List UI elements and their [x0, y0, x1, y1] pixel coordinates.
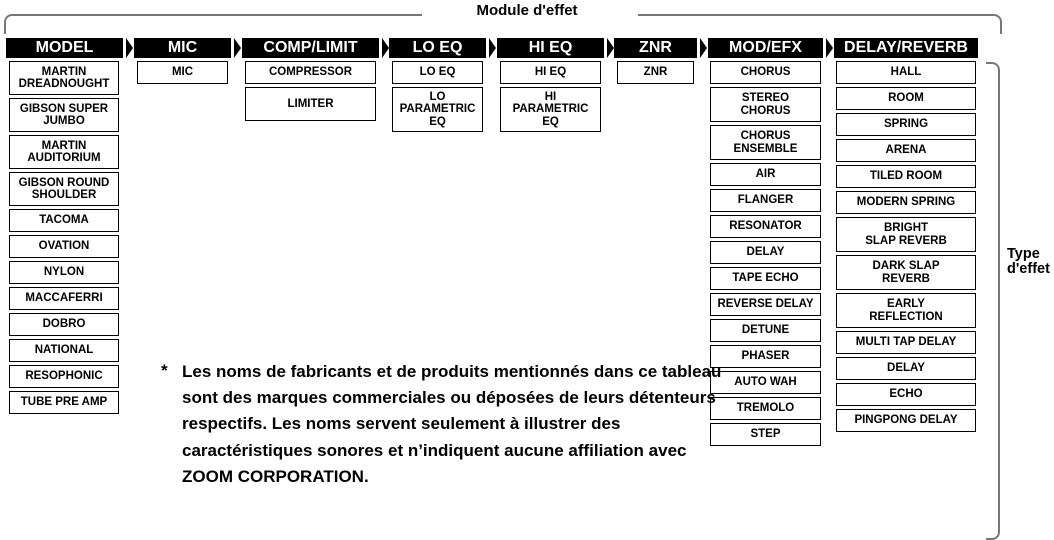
effect-type-cell: AUTO WAH	[710, 371, 821, 394]
module-label: Module d'effet	[476, 2, 578, 19]
effect-type-cell: CHORUS	[710, 61, 821, 84]
effect-type-cell: HI EQ	[500, 61, 601, 84]
effect-type-cell: RESONATOR	[710, 215, 821, 238]
trademark-note: Les noms de fabricants et de produits mentionnés dans ce tableau sont des marques commerciales ou déposées de leurs détenteurs respectifs. Les noms servent seulement à illustrer des caractéristiques sonores et n’indiquent aucune affiliation avec ZOOM CORPORATION.	[182, 362, 722, 486]
effect-type-cell: PINGPONG DELAY	[836, 409, 976, 432]
effect-type-cell: BRIGHT SLAP REVERB	[836, 217, 976, 252]
module-header-mod-efx: MOD/EFX	[708, 38, 823, 58]
effect-type-cell: DELAY	[836, 357, 976, 380]
module-header-mic: MIC	[134, 38, 231, 58]
effect-type-cell: LO EQ	[392, 61, 483, 84]
effect-type-cell: DARK SLAP REVERB	[836, 255, 976, 290]
flow-arrow-icon	[826, 38, 833, 58]
effect-type-cell: TUBE PRE AMP	[9, 391, 119, 414]
flow-arrow-icon	[607, 38, 614, 58]
type-bracket	[986, 62, 1000, 540]
effect-type-cell: TAPE ECHO	[710, 267, 821, 290]
effect-type-cell: GIBSON SUPER JUMBO	[9, 98, 119, 132]
effect-type-cell: TREMOLO	[710, 397, 821, 420]
effect-column-comp-limit	[245, 61, 376, 124]
effect-type-cell: STEREO CHORUS	[710, 87, 821, 122]
effect-type-cell: LO PARAMETRIC EQ	[392, 87, 483, 132]
flow-arrow-icon	[382, 38, 389, 58]
effect-type-cell: PHASER	[710, 345, 821, 368]
effect-type-cell: MARTIN DREADNOUGHT	[9, 61, 119, 95]
effect-type-cell: CHORUS ENSEMBLE	[710, 125, 821, 160]
effect-column-znr	[617, 61, 694, 87]
module-header-delay-reverb: DELAY/REVERB	[834, 38, 978, 58]
module-header-hi-eq: HI EQ	[497, 38, 604, 58]
type-label-line-2: d'effet	[1007, 261, 1050, 277]
effect-type-cell: RESOPHONIC	[9, 365, 119, 388]
effect-type-cell: ARENA	[836, 139, 976, 162]
effect-type-cell: EARLY REFLECTION	[836, 293, 976, 328]
module-header-znr: ZNR	[614, 38, 697, 58]
effect-type-cell: GIBSON ROUND SHOULDER	[9, 172, 119, 206]
effect-type-cell: FLANGER	[710, 189, 821, 212]
module-header-model: MODEL	[6, 38, 123, 58]
effect-type-cell: MARTIN AUDITORIUM	[9, 135, 119, 169]
effect-type-cell: TACOMA	[9, 209, 119, 232]
effect-type-cell: DELAY	[710, 241, 821, 264]
effect-type-cell: MACCAFERRI	[9, 287, 119, 310]
effect-type-cell: MIC	[137, 61, 228, 84]
effect-type-cell: HI PARAMETRIC EQ	[500, 87, 601, 132]
effect-type-cell: REVERSE DELAY	[710, 293, 821, 316]
effect-column-delay-reverb	[836, 61, 976, 435]
type-label	[1007, 247, 1054, 277]
effect-column-model	[9, 61, 119, 417]
effect-type-cell: HALL	[836, 61, 976, 84]
flow-arrow-icon	[700, 38, 707, 58]
effect-type-cell: MULTI TAP DELAY	[836, 331, 976, 354]
effect-type-cell: ZNR	[617, 61, 694, 84]
effect-type-cell: DETUNE	[710, 319, 821, 342]
effect-type-cell: SPRING	[836, 113, 976, 136]
effect-type-cell: OVATION	[9, 235, 119, 258]
effect-type-cell: MODERN SPRING	[836, 191, 976, 214]
flow-arrow-icon	[234, 38, 241, 58]
effect-column-lo-eq	[392, 61, 483, 135]
flow-arrow-icon	[126, 38, 133, 58]
effect-type-cell: ROOM	[836, 87, 976, 110]
flow-arrow-icon	[489, 38, 496, 58]
effect-column-hi-eq	[500, 61, 601, 135]
effect-type-cell: TILED ROOM	[836, 165, 976, 188]
module-header-lo-eq: LO EQ	[389, 38, 486, 58]
effect-type-cell: NYLON	[9, 261, 119, 284]
note-asterisk: *	[161, 361, 168, 380]
effect-type-cell: COMPRESSOR	[245, 61, 376, 84]
effect-type-cell: DOBRO	[9, 313, 119, 336]
module-header-comp-limit: COMP/LIMIT	[242, 38, 379, 58]
effect-type-cell: STEP	[710, 423, 821, 446]
type-label-line-1: Type	[1007, 246, 1040, 262]
effect-column-mic	[137, 61, 228, 87]
effect-type-cell: AIR	[710, 163, 821, 186]
effect-type-cell: ECHO	[836, 383, 976, 406]
effect-type-cell: NATIONAL	[9, 339, 119, 362]
effect-type-cell: LIMITER	[245, 87, 376, 121]
